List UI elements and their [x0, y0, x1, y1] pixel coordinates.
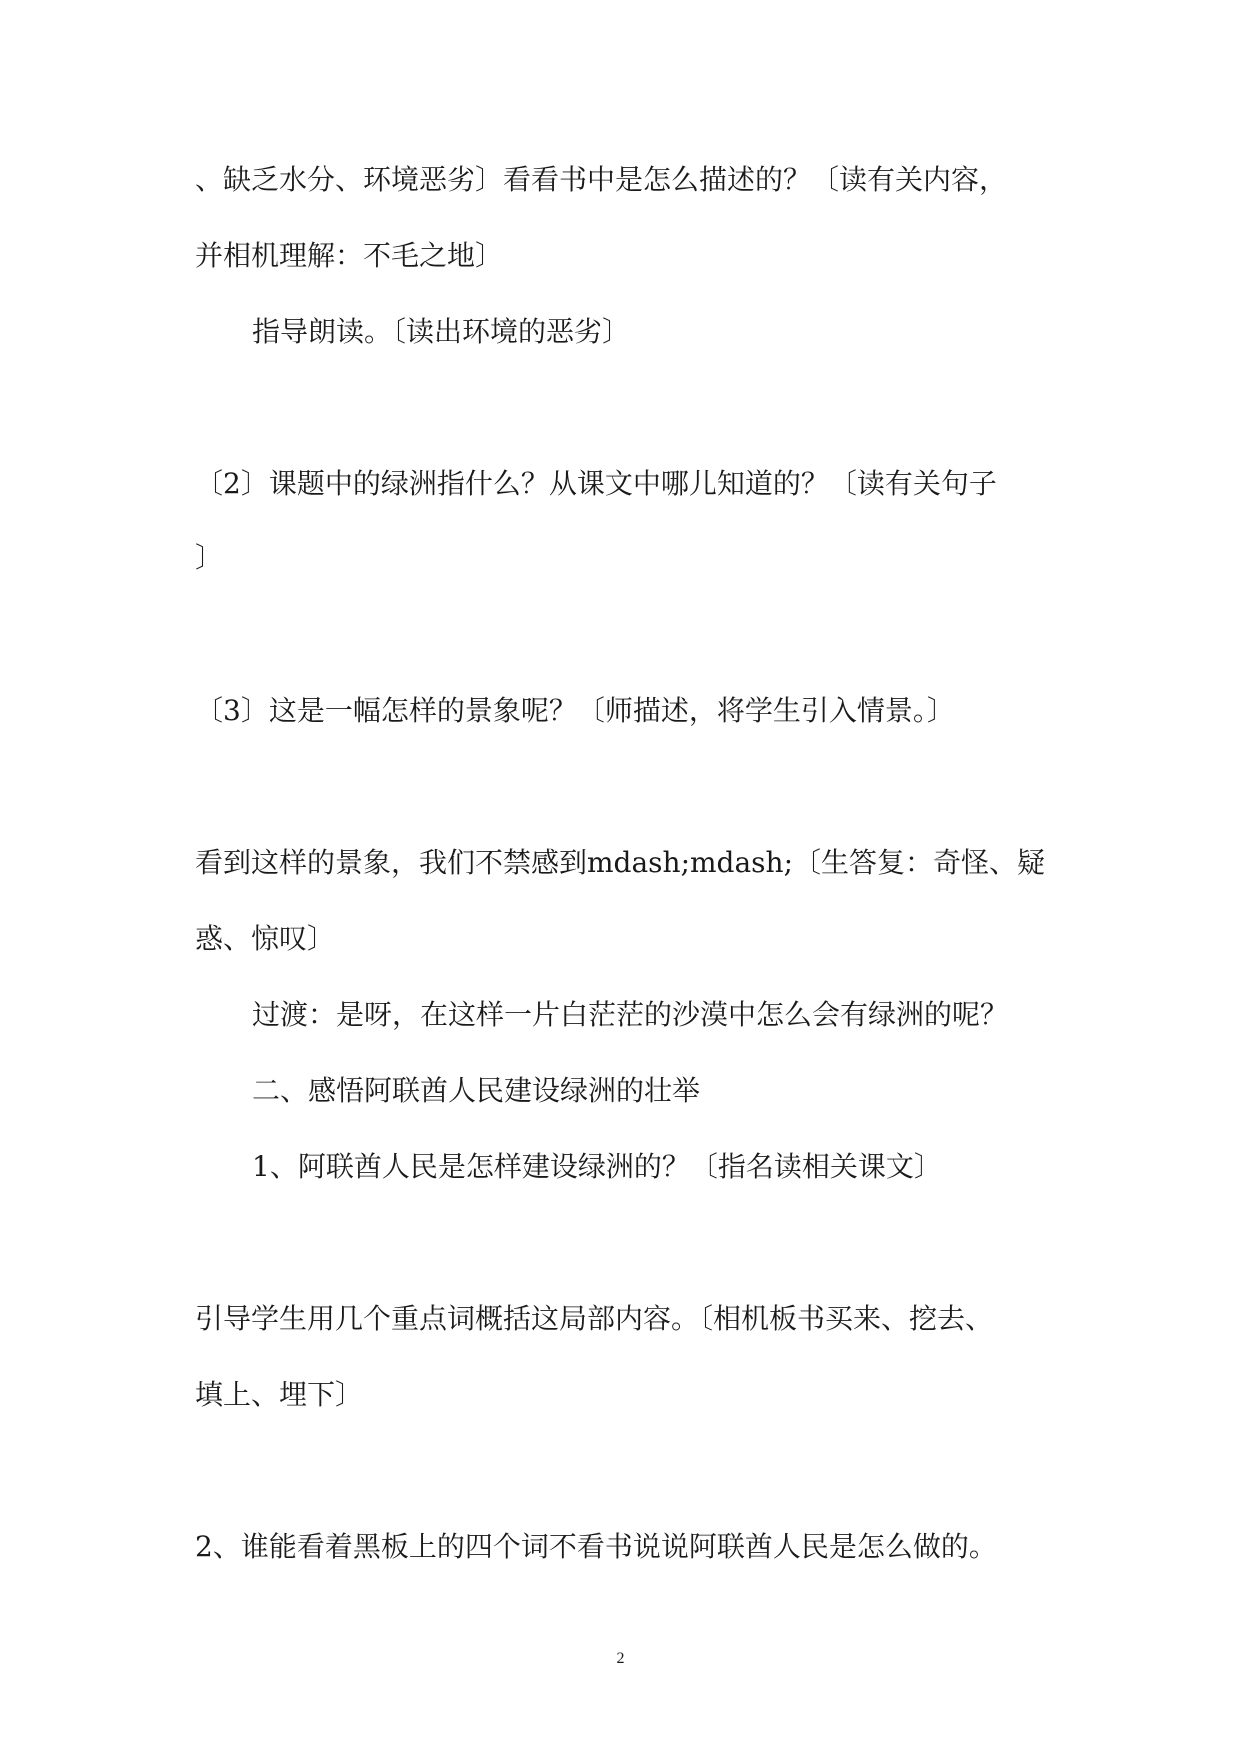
text-line: 〕 — [195, 541, 224, 574]
text-line: 二、感悟阿联酋人民建设绿洲的壮举 — [252, 1074, 701, 1107]
text-line: 指导朗读。〔读出环境的恶劣〕 — [252, 315, 631, 348]
text-line: 引导学生用几个重点词概括这局部内容。〔相机板书买来、挖去、 — [195, 1302, 994, 1335]
text-line: 1、阿联酋人民是怎样建设绿洲的？〔指名读相关课文〕 — [252, 1150, 942, 1183]
text-line: 〔2〕课题中的绿洲指什么？从课文中哪儿知道的？〔读有关句子 — [195, 467, 997, 500]
text-line: 〔3〕这是一幅怎样的景象呢？〔师描述，将学生引入情景。〕 — [195, 694, 955, 727]
text-line: 看到这样的景象，我们不禁感到mdash;mdash;〔生答复：奇怪、疑 — [195, 846, 1046, 879]
text-line: 并相机理解：不毛之地〕 — [195, 239, 504, 272]
text-line: 过渡：是呀，在这样一片白茫茫的沙漠中怎么会有绿洲的呢？ — [252, 998, 1009, 1031]
text-line: 填上、埋下〕 — [195, 1378, 364, 1411]
page-number: 2 — [616, 1650, 625, 1667]
text-line: 2、谁能看着黑板上的四个词不看书说说阿联酋人民是怎么做的。 — [195, 1530, 997, 1563]
text-line: 惑、惊叹〕 — [195, 922, 336, 955]
text-line: 、缺乏水分、环境恶劣〕看看书中是怎么描述的？〔读有关内容， — [195, 163, 1008, 196]
